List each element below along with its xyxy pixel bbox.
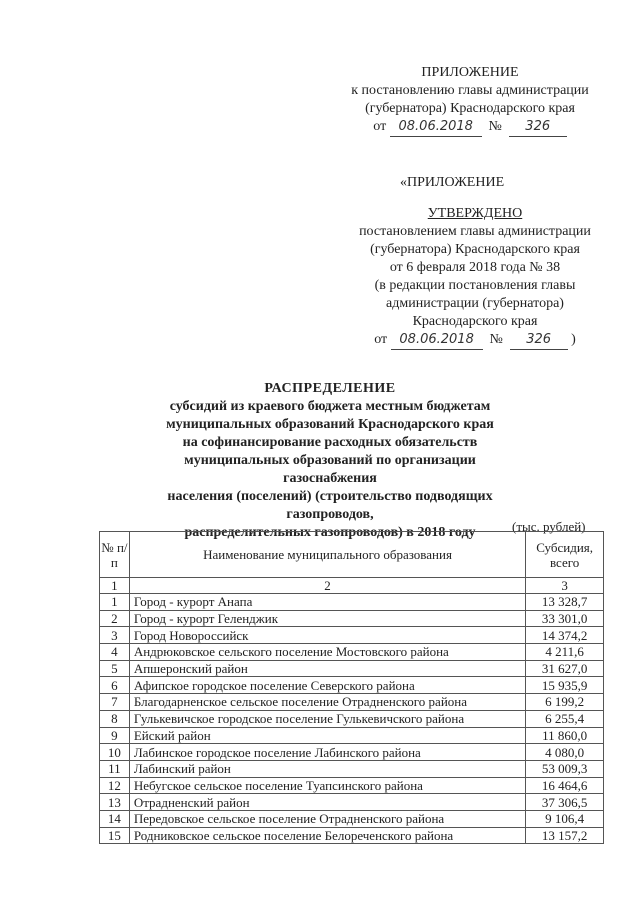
row-name-cell: Небугское сельское поселение Туапсинского района <box>129 777 525 794</box>
col-header-name: Наименование муниципального образования <box>129 532 525 578</box>
appendix-header <box>325 64 615 137</box>
row-num-cell: 12 <box>100 777 130 794</box>
row-sum-cell: 31 627,0 <box>526 660 604 677</box>
row-name-cell: Лабинский район <box>129 760 525 777</box>
row-sum-cell: 16 464,6 <box>526 777 604 794</box>
row-sum-cell: 13 328,7 <box>526 594 604 611</box>
index-cell: 1 <box>100 578 130 594</box>
row-name-cell: Отрадненский район <box>129 794 525 811</box>
heading-line-2: муниципальных образований Краснодарского края <box>166 417 494 432</box>
heading-title: РАСПРЕДЕЛЕНИЕ <box>264 381 396 396</box>
col-header-sum: Субсидия, всего <box>526 532 604 578</box>
index-cell: 3 <box>526 578 604 594</box>
approved-block <box>330 205 620 350</box>
row-sum-cell: 11 860,0 <box>526 727 604 744</box>
row-num-cell: 7 <box>100 694 130 711</box>
heading-line-1: субсидий из краевого бюджета местным бюджетам <box>169 399 491 414</box>
table-row <box>100 677 604 694</box>
row-sum-cell: 4 211,6 <box>526 644 604 661</box>
subsidy-table <box>99 531 604 844</box>
table-row <box>100 744 604 761</box>
row-sum-cell: 9 106,4 <box>526 810 604 827</box>
index-cell: 2 <box>129 578 525 594</box>
column-index-row <box>100 578 604 594</box>
inner-appendix-title: «ПРИЛОЖЕНИЕ <box>400 175 505 190</box>
row-name-cell: Город - курорт Геленджик <box>129 610 525 627</box>
table-row <box>100 627 604 644</box>
row-num-cell: 5 <box>100 660 130 677</box>
approved-line-2: (губернатора) Краснодарского края <box>370 242 580 257</box>
row-num-cell: 6 <box>100 677 130 694</box>
number-prefix: № <box>488 119 502 134</box>
table-row <box>100 644 604 661</box>
heading-line-6: распределительных газопроводов) в 2018 году <box>184 525 476 540</box>
appendix-line-2: (губернатора) Краснодарского края <box>365 101 575 116</box>
row-name-cell: Гулькевичское городское поселение Гулькевичского района <box>129 710 525 727</box>
appendix-date-line <box>325 118 615 137</box>
handwritten-number: 326 <box>510 331 568 350</box>
row-sum-cell: 53 009,3 <box>526 760 604 777</box>
row-sum-cell: 14 374,2 <box>526 627 604 644</box>
approved-line-5: администрации (губернатора) <box>386 296 564 311</box>
row-name-cell: Город Новороссийск <box>129 627 525 644</box>
row-num-cell: 4 <box>100 644 130 661</box>
table-row <box>100 594 604 611</box>
row-name-cell: Афипское городское поселение Северского района <box>129 677 525 694</box>
handwritten-date: 08.06.2018 <box>390 118 482 137</box>
row-name-cell: Родниковское сельское поселение Белореченского района <box>129 827 525 844</box>
row-sum-cell: 33 301,0 <box>526 610 604 627</box>
approved-line-3: от 6 февраля 2018 года № 38 <box>389 260 561 275</box>
row-num-cell: 1 <box>100 594 130 611</box>
col-header-num: № п/п <box>100 532 130 578</box>
table-row <box>100 827 604 844</box>
row-name-cell: Благодарненское сельское поселение Отрадненского района <box>129 694 525 711</box>
row-num-cell: 2 <box>100 610 130 627</box>
approved-line-1: постановлением главы администрации <box>359 224 591 239</box>
table-row <box>100 660 604 677</box>
handwritten-number: 326 <box>509 118 567 137</box>
number-prefix: № <box>489 332 503 347</box>
approved-line-4: (в редакции постановления главы <box>374 278 576 293</box>
heading-line-5: населения (поселений) (строительство подводящих газопроводов, <box>167 489 493 522</box>
row-num-cell: 15 <box>100 827 130 844</box>
row-sum-cell: 37 306,5 <box>526 794 604 811</box>
row-num-cell: 8 <box>100 710 130 727</box>
table-row <box>100 760 604 777</box>
table-row <box>100 727 604 744</box>
row-name-cell: Лабинское городское поселение Лабинского района <box>129 744 525 761</box>
row-sum-cell: 4 080,0 <box>526 744 604 761</box>
row-name-cell: Город - курорт Анапа <box>129 594 525 611</box>
row-num-cell: 9 <box>100 727 130 744</box>
row-sum-cell: 6 199,2 <box>526 694 604 711</box>
date-prefix: от <box>374 332 388 347</box>
row-num-cell: 10 <box>100 744 130 761</box>
document-heading <box>140 380 520 542</box>
row-num-cell: 11 <box>100 760 130 777</box>
row-sum-cell: 15 935,9 <box>526 677 604 694</box>
table-row <box>100 794 604 811</box>
heading-line-3: на софинансирование расходных обязательств <box>182 435 478 450</box>
table-row <box>100 810 604 827</box>
appendix-title: ПРИЛОЖЕНИЕ <box>421 65 519 80</box>
row-name-cell: Передовское сельское поселение Отрадненского района <box>129 810 525 827</box>
date-prefix: от <box>373 119 387 134</box>
handwritten-date: 08.06.2018 <box>391 331 483 350</box>
row-name-cell: Андрюковское сельского поселение Мостовского района <box>129 644 525 661</box>
table-row <box>100 710 604 727</box>
appendix-line-1: к постановлению главы администрации <box>351 83 589 98</box>
table-row <box>100 610 604 627</box>
approved-title: УТВЕРЖДЕНО <box>427 206 523 221</box>
table-row <box>100 777 604 794</box>
approved-line-6: Краснодарского края <box>412 314 538 329</box>
closing-paren: ) <box>571 332 576 347</box>
approved-date-line <box>330 331 620 350</box>
row-num-cell: 14 <box>100 810 130 827</box>
row-num-cell: 3 <box>100 627 130 644</box>
row-num-cell: 13 <box>100 794 130 811</box>
table-header-row <box>100 532 604 578</box>
row-name-cell: Апшеронский район <box>129 660 525 677</box>
heading-line-4: муниципальных образований по организации газоснабжения <box>184 453 476 486</box>
row-name-cell: Ейский район <box>129 727 525 744</box>
units-label: (тыс. рублей) <box>512 519 586 534</box>
row-sum-cell: 6 255,4 <box>526 710 604 727</box>
row-sum-cell: 13 157,2 <box>526 827 604 844</box>
table-row <box>100 694 604 711</box>
